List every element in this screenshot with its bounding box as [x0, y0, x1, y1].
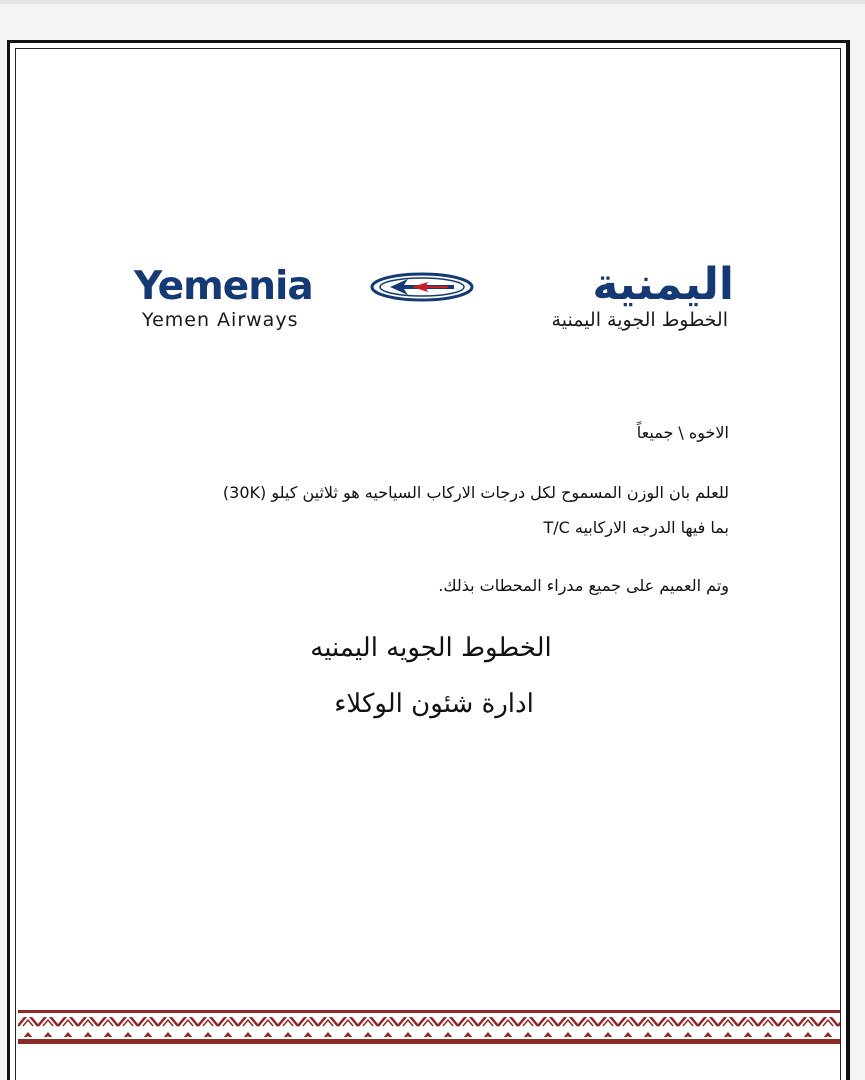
- body-line-1: للعلم بان الوزن المسموح لكل درجات الاركاب السياحيه هو ثلاثين كيلو (30K): [222, 483, 729, 502]
- signature-organization: الخطوط الجويه اليمنيه: [310, 633, 552, 663]
- page-inner-border: [15, 48, 841, 1080]
- airline-emblem-icon: [368, 271, 476, 303]
- logo-arabic-subtitle: الخطوط الجوية اليمنية: [551, 309, 728, 331]
- yemenia-logo: [134, 259, 734, 345]
- logo-english-subtitle: Yemen Airways: [142, 309, 299, 331]
- signature-department: ادارة شئون الوكلاء: [334, 689, 534, 719]
- decorative-border-band: [18, 1010, 840, 1046]
- logo-english-name: Yemenia: [134, 264, 313, 309]
- logo-arabic-name: اليمنية: [592, 259, 734, 310]
- greeting: الاخوه \ جميعاً: [636, 423, 729, 442]
- letter-page: [7, 40, 850, 1080]
- top-strip: [0, 0, 865, 4]
- body-line-2: بما فيها الدرجه الاركابيه T/C: [543, 518, 729, 537]
- body-line-3: وتم العميم على جميع مدراء المحطات بذلك.: [438, 576, 729, 595]
